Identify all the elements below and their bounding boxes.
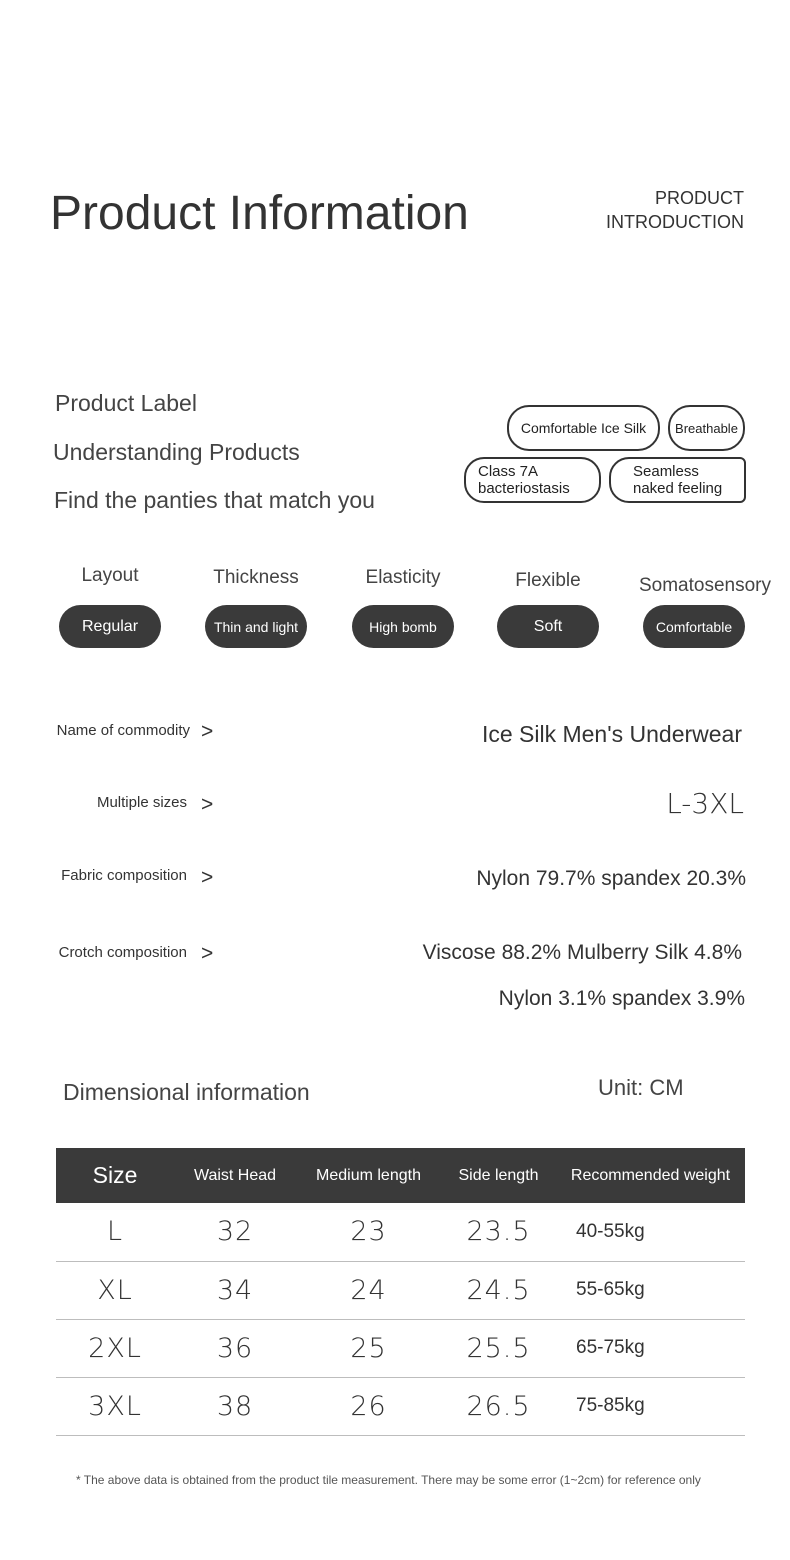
tag-bacteriostasis (464, 457, 601, 503)
spec-value-crotch-line2: Nylon 3.1% spandex 3.9% (498, 987, 745, 1010)
attribute-heading: Thickness (213, 567, 299, 588)
understanding-products-text: Understanding Products (53, 439, 300, 465)
attribute-value-pill: Regular (59, 605, 161, 648)
table-row (56, 1261, 745, 1319)
spec-value-sizes: L-3XL (666, 787, 744, 820)
intro-line-2: INTRODUCTION (606, 212, 744, 232)
unit-label: Unit: CM (598, 1075, 684, 1100)
column-header-medium-length: Medium length (296, 1148, 441, 1203)
attribute-thickness (181, 567, 331, 648)
attribute-heading: Layout (81, 565, 139, 586)
cell-weight: 75-85kg (556, 1377, 745, 1435)
spec-label-fabric: Fabric composition (61, 867, 187, 884)
column-header-size: Size (56, 1148, 174, 1203)
attribute-somatosensory (630, 575, 780, 648)
cell-weight: 65-75kg (556, 1319, 745, 1377)
tag-text-line2: bacteriostasis (478, 480, 570, 497)
cell-medium-length: 24 (296, 1261, 441, 1319)
chevron-right-icon: > (201, 793, 214, 816)
cell-waist: 32 (174, 1203, 296, 1261)
intro-line-1: PRODUCT (655, 188, 744, 208)
tag-text: Comfortable Ice Silk (520, 419, 647, 436)
table-row (56, 1319, 745, 1377)
tag-text: Breathable (675, 420, 738, 436)
tag-breathable (668, 405, 745, 451)
product-introduction-caption (606, 186, 744, 234)
spec-value-crotch: Viscose 88.2% Mulberry Silk 4.8% (422, 941, 742, 964)
page-title: Product Information (50, 187, 469, 240)
attribute-value-pill: Thin and light (205, 605, 307, 648)
cell-medium-length: 23 (296, 1203, 441, 1261)
tag-text-line2: naked feeling (633, 480, 723, 497)
chevron-right-icon: > (201, 866, 214, 889)
tag-comfortable-ice-silk (507, 405, 660, 451)
measurement-footnote: * The above data is obtained from the product tile measurement. There may be some error (1~2cm) for reference only (76, 1473, 701, 1487)
spec-value-commodity: Ice Silk Men's Underwear (481, 721, 742, 747)
cell-side-length: 26.5 (441, 1377, 556, 1435)
attribute-heading: Somatosensory (638, 575, 771, 596)
chevron-right-icon: > (201, 720, 214, 743)
table-row (56, 1203, 745, 1261)
column-header-waist: Waist Head (174, 1148, 296, 1203)
attribute-flexible (473, 570, 623, 648)
cell-size: 2XL (56, 1319, 174, 1377)
tag-text-line1: Class 7A (478, 463, 539, 480)
column-header-weight: Recommended weight (556, 1148, 745, 1203)
dimensional-info-title: Dimensional information (63, 1079, 310, 1105)
spec-label-sizes: Multiple sizes (96, 794, 187, 811)
spec-label-commodity: Name of commodity (56, 722, 190, 739)
table-header-row (56, 1148, 745, 1203)
spec-value-fabric: Nylon 79.7% spandex 20.3% (476, 867, 746, 890)
tag-text-line1: Seamless (633, 463, 699, 480)
cell-weight: 40-55kg (556, 1203, 745, 1261)
cell-side-length: 25.5 (441, 1319, 556, 1377)
cell-side-length: 24.5 (441, 1261, 556, 1319)
attribute-heading: Flexible (515, 570, 581, 591)
cell-waist: 38 (174, 1377, 296, 1435)
size-table (56, 1148, 745, 1436)
cell-medium-length: 26 (296, 1377, 441, 1435)
cell-weight: 55-65kg (556, 1261, 745, 1319)
tag-seamless (609, 457, 746, 503)
spec-label-crotch: Crotch composition (58, 944, 187, 961)
cell-size: L (56, 1203, 174, 1261)
attribute-value-pill: Soft (497, 605, 599, 648)
attribute-layout (35, 565, 185, 648)
find-panties-text: Find the panties that match you (54, 487, 375, 513)
attribute-value-pill: Comfortable (643, 605, 745, 648)
cell-size: XL (56, 1261, 174, 1319)
chevron-right-icon: > (201, 942, 214, 965)
table-row (56, 1377, 745, 1435)
column-header-side-length: Side length (441, 1148, 556, 1203)
attribute-value-pill: High bomb (352, 605, 454, 648)
attribute-heading: Elasticity (365, 567, 441, 588)
product-label-heading: Product Label (55, 390, 197, 416)
cell-medium-length: 25 (296, 1319, 441, 1377)
cell-waist: 36 (174, 1319, 296, 1377)
cell-size: 3XL (56, 1377, 174, 1435)
cell-side-length: 23.5 (441, 1203, 556, 1261)
cell-waist: 34 (174, 1261, 296, 1319)
attribute-elasticity (328, 567, 478, 648)
